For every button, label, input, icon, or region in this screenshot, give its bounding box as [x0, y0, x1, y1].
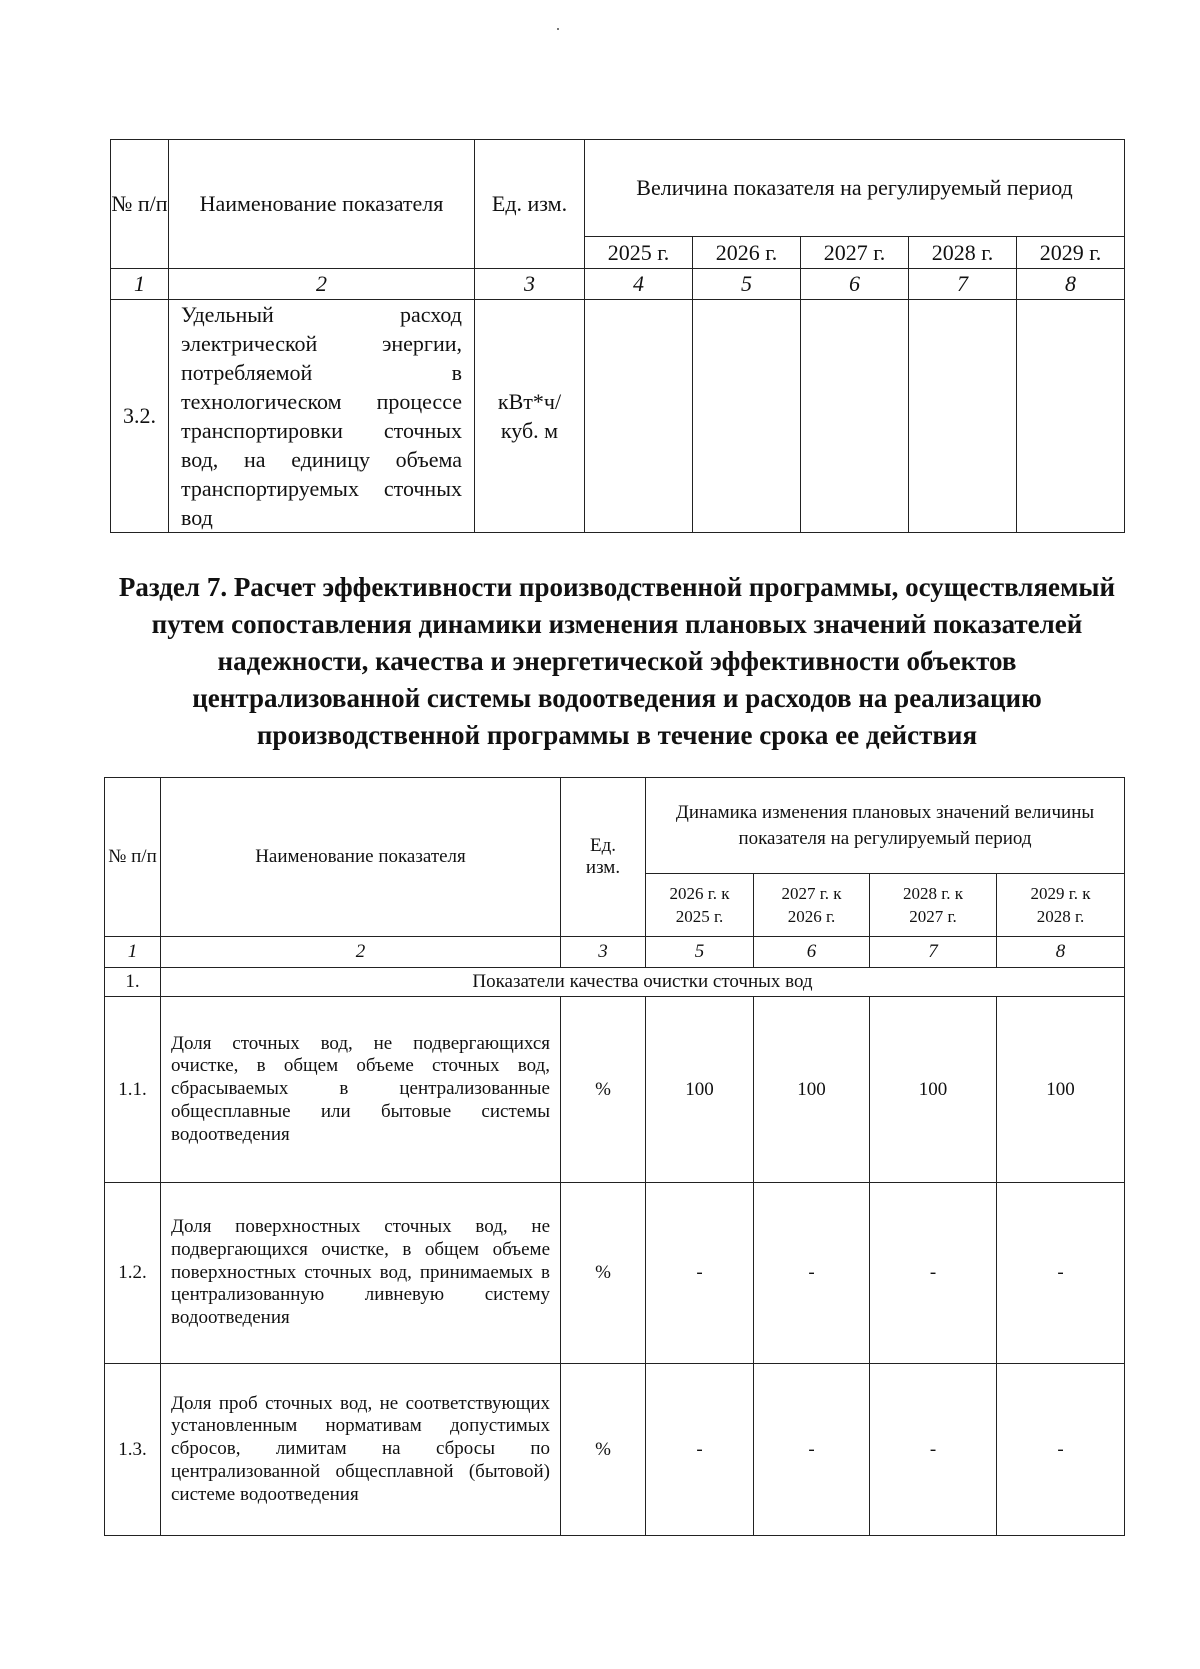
row-unit: % [561, 997, 646, 1183]
header-num: № п/п [105, 778, 161, 937]
row-value: 100 [870, 997, 997, 1183]
section-title: Раздел 7. Расчет эффективности производственной программы, осуществляемый путем сопоставления динамики изменения плановых значений показателей надежности, качества и энергетической эффективности объектов централизованной системы водоотведения и расходов на реализацию производственной программы в течение срока ее действия [118, 572, 1116, 750]
group-num: 1. [105, 968, 161, 997]
header-period-item: 2029 г. к 2028 г. [997, 874, 1125, 937]
efficiency-table [104, 777, 1125, 1536]
scan-speck [557, 28, 559, 30]
header-unit: Ед. изм. [561, 778, 646, 937]
row-value [585, 300, 693, 533]
row-value: - [646, 1364, 754, 1536]
row-value: - [997, 1183, 1125, 1364]
header-name: Наименование показателя [169, 140, 475, 269]
table-row [105, 997, 1125, 1183]
table-row [105, 1364, 1125, 1536]
group-label: Показатели качества очистки сточных вод [161, 968, 1125, 997]
col-number: 2 [161, 937, 561, 968]
header-period: Величина показателя на регулируемый период [585, 140, 1125, 237]
row-name: Доля проб сточных вод, не соответствующих установленным нормативам допустимых сбросов, лимитам на сбросы по централизованной общесплавной (бытовой) системе водоотведения [161, 1364, 561, 1536]
row-num: 1.3. [105, 1364, 161, 1536]
row-value: - [646, 1183, 754, 1364]
row-value: - [870, 1364, 997, 1536]
col-number: 8 [997, 937, 1125, 968]
row-value [801, 300, 909, 533]
row-name: Доля сточных вод, не подвергающихся очистке, в общем объеме сточных вод, сбрасываемых в централизованные общесплавные или бытовые системы водоотведения [161, 997, 561, 1183]
header-period-item: 2026 г. к 2025 г. [646, 874, 754, 937]
header-year: 2025 г. [585, 237, 693, 269]
header-period: Динамика изменения плановых значений величины показателя на регулируемый период [646, 778, 1125, 874]
row-num: 3.2. [111, 300, 169, 533]
row-value [1017, 300, 1125, 533]
col-number: 6 [801, 269, 909, 300]
header-year: 2027 г. [801, 237, 909, 269]
col-number: 3 [561, 937, 646, 968]
group-row [105, 968, 1125, 997]
row-num: 1.2. [105, 1183, 161, 1364]
col-number: 1 [111, 269, 169, 300]
table-row [105, 1183, 1125, 1364]
row-value: - [754, 1183, 870, 1364]
row-value: - [754, 1364, 870, 1536]
col-number: 1 [105, 937, 161, 968]
col-number: 3 [475, 269, 585, 300]
col-number: 8 [1017, 269, 1125, 300]
header-period-item: 2028 г. к 2027 г. [870, 874, 997, 937]
row-name: Удельный расход электрической энергии, потребляемой в технологическом процессе транспортировки сточных вод, на единицу объема транспортируемых сточных вод [169, 300, 475, 533]
row-value: - [997, 1364, 1125, 1536]
header-year: 2028 г. [909, 237, 1017, 269]
col-number: 2 [169, 269, 475, 300]
row-value: 100 [646, 997, 754, 1183]
col-number: 7 [909, 269, 1017, 300]
header-unit: Ед. изм. [475, 140, 585, 269]
col-number: 7 [870, 937, 997, 968]
row-unit: % [561, 1183, 646, 1364]
row-value: 100 [754, 997, 870, 1183]
header-year: 2029 г. [1017, 237, 1125, 269]
table-row [111, 300, 1125, 533]
indicator-table-energy [110, 139, 1125, 533]
row-num: 1.1. [105, 997, 161, 1183]
header-period-item: 2027 г. к 2026 г. [754, 874, 870, 937]
row-value: - [870, 1183, 997, 1364]
header-num: № п/п [111, 140, 169, 269]
header-year: 2026 г. [693, 237, 801, 269]
row-value [909, 300, 1017, 533]
row-unit: % [561, 1364, 646, 1536]
col-number: 5 [646, 937, 754, 968]
row-unit: кВт*ч/ куб. м [475, 300, 585, 533]
col-number: 4 [585, 269, 693, 300]
row-value: 100 [997, 997, 1125, 1183]
row-value [693, 300, 801, 533]
col-number: 6 [754, 937, 870, 968]
row-name: Доля поверхностных сточных вод, не подвергающихся очистке, в общем объеме поверхностных сточных вод, принимаемых в централизованную ливневую систему водоотведения [161, 1183, 561, 1364]
header-name: Наименование показателя [161, 778, 561, 937]
col-number: 5 [693, 269, 801, 300]
